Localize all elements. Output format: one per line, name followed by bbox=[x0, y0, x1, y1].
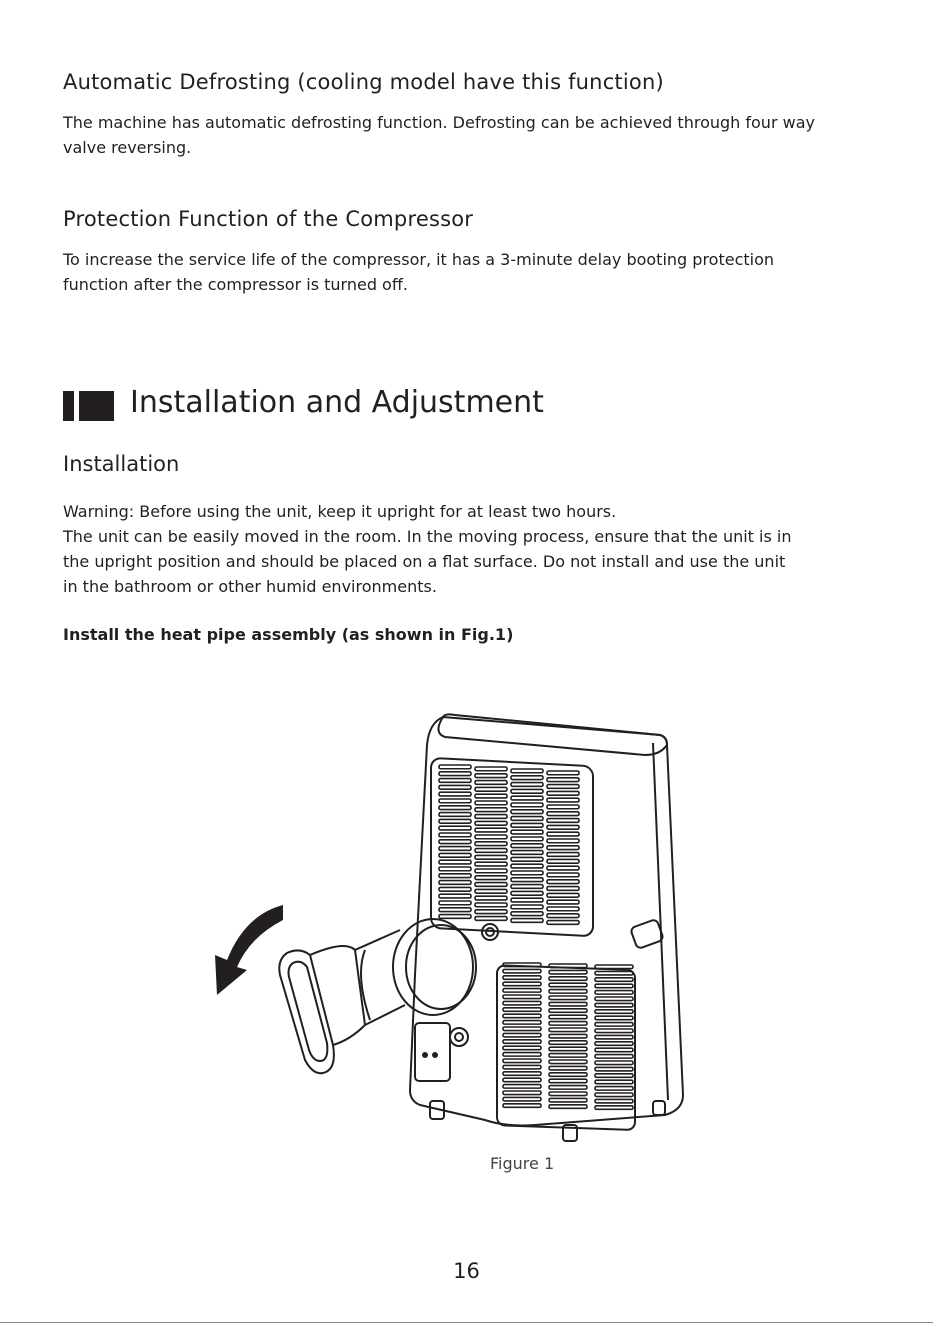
text-line: the upright position and should be placed on a flat surface. Do not install and use the unit bbox=[63, 552, 786, 571]
text-line: valve reversing. bbox=[63, 138, 192, 157]
paragraph-installation bbox=[63, 499, 873, 599]
text-line: Warning: Before using the unit, keep it upright for at least two hours. bbox=[63, 502, 617, 521]
chapter-title: Installation and Adjustment bbox=[130, 385, 544, 420]
paragraph-defrosting bbox=[63, 110, 873, 160]
text-line: in the bathroom or other humid environments. bbox=[63, 577, 437, 596]
figure-caption: Figure 1 bbox=[490, 1154, 555, 1173]
step-instruction: Install the heat pipe assembly (as shown in Fig.1) bbox=[63, 625, 514, 644]
section-title-defrosting: Automatic Defrosting (cooling model have this function) bbox=[63, 70, 664, 94]
text-line: function after the compressor is turned off. bbox=[63, 275, 408, 294]
section-title-installation: Installation bbox=[63, 452, 180, 476]
text-line: The unit can be easily moved in the room. In the moving process, ensure that the unit is in bbox=[63, 527, 792, 546]
air-conditioner-illustration bbox=[205, 705, 695, 1150]
text-line: The machine has automatic defrosting function. Defrosting can be achieved through four way bbox=[63, 113, 815, 132]
chapter-marker-bar-large bbox=[79, 391, 114, 421]
page-bottom-rule bbox=[0, 1322, 933, 1323]
section-title-compressor: Protection Function of the Compressor bbox=[63, 207, 474, 231]
chapter-marker-bar-small bbox=[63, 391, 74, 421]
page-number: 16 bbox=[453, 1259, 480, 1283]
text-line: To increase the service life of the compressor, it has a 3-minute delay booting protection bbox=[63, 250, 775, 269]
paragraph-compressor bbox=[63, 247, 873, 297]
